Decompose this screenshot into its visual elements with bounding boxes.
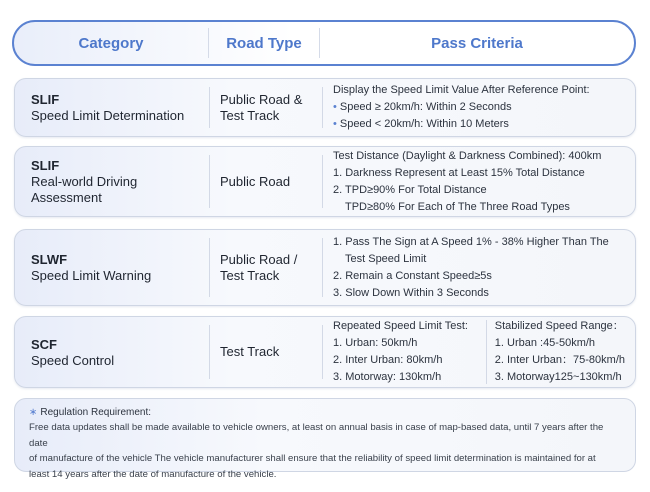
criteria-line: Repeated Speed Limit Test: bbox=[333, 320, 468, 332]
column-divider bbox=[322, 238, 323, 297]
criteria-line: Display the Speed Limit Value After Reference Point: bbox=[333, 84, 590, 96]
bullet-dot-icon: • bbox=[333, 101, 337, 113]
pass-criteria-cell bbox=[333, 147, 625, 216]
road-type-line: Test Track bbox=[220, 344, 280, 359]
bullet-dot-icon: • bbox=[333, 118, 337, 130]
pass-criteria-cell bbox=[333, 79, 625, 136]
pass-criteria-cell bbox=[333, 230, 625, 305]
category-code: SLIF bbox=[31, 158, 60, 173]
criteria-line: Stabilized Speed Range： bbox=[494, 320, 624, 332]
note-line: of manufacture of the vehicle The vehicle manufacturer shall ensure that the reliability of speed limit determination is maintained for at bbox=[29, 453, 596, 464]
category-cell bbox=[31, 230, 201, 305]
criteria-line: 3. Slow Down Within 3 Seconds bbox=[333, 286, 489, 299]
road-type-cell bbox=[220, 79, 320, 136]
criteria-line: Test Distance (Daylight & Darkness Combined): 400km bbox=[333, 149, 602, 162]
criteria-line: 2. Remain a Constant Speed≥5s bbox=[333, 269, 492, 282]
table-row-slwf bbox=[14, 229, 636, 306]
table-row-scf bbox=[14, 316, 636, 388]
category-name: Speed Limit Warning bbox=[31, 268, 152, 283]
criteria-line: 1. Urban :45-50km/h bbox=[494, 337, 596, 349]
criteria-line: 2. Inter Urban: 80km/h bbox=[333, 354, 443, 366]
category-name: Speed Control bbox=[31, 352, 115, 368]
note-line: least 14 years after the date of manufacture of the vehicle. bbox=[29, 468, 277, 480]
road-type-cell bbox=[220, 147, 320, 216]
stabilized-speed-range bbox=[495, 318, 625, 386]
category-code: SCF bbox=[31, 336, 57, 352]
repeated-speed-limit-test bbox=[333, 318, 486, 386]
header-road-type: Road Type bbox=[226, 34, 302, 52]
criteria-line: 2. TPD≥90% For Total Distance bbox=[333, 183, 487, 196]
road-type-line: Public Road / bbox=[220, 251, 298, 267]
column-divider bbox=[322, 87, 323, 128]
road-type-line: Test Track bbox=[220, 267, 280, 283]
criteria-two-column bbox=[333, 318, 625, 386]
regulation-note bbox=[14, 398, 636, 480]
table-row-slif-real-world bbox=[14, 146, 636, 217]
criteria-line: 1. Pass The Sign at A Speed 1% - 38% Higher Than The bbox=[333, 235, 609, 248]
criteria-line: Test Speed Limit bbox=[345, 252, 427, 265]
column-divider bbox=[322, 325, 323, 379]
category-name: Assessment bbox=[31, 190, 102, 205]
asterisk-icon: ∗ bbox=[29, 407, 38, 418]
road-type-line: Public Road & bbox=[220, 91, 303, 107]
road-type-line: Test Track bbox=[220, 107, 280, 123]
column-divider bbox=[322, 155, 323, 208]
note-title: ∗ Regulation Requirement: bbox=[29, 407, 152, 418]
category-cell bbox=[31, 147, 201, 216]
category-code: SLIF bbox=[31, 92, 60, 107]
road-type-line: Public Road bbox=[220, 173, 291, 189]
criteria-line: 1. Darkness Represent at Least 15% Total Distance bbox=[333, 166, 585, 179]
column-divider bbox=[209, 238, 210, 297]
column-divider bbox=[486, 320, 487, 384]
criteria-line: 2. Inter Urban：75-80km/h bbox=[494, 354, 625, 366]
criteria-bullet: • Speed ≥ 20km/h: Within 2 Seconds bbox=[333, 101, 512, 113]
criteria-line: 3. Motorway125~130km/h bbox=[494, 371, 622, 383]
criteria-line: 3. Motorway: 130km/h bbox=[333, 371, 442, 383]
category-cell bbox=[31, 79, 201, 136]
pass-criteria-cell bbox=[333, 317, 625, 387]
column-divider bbox=[209, 87, 210, 128]
table-row-slif-determination bbox=[14, 78, 636, 137]
column-divider bbox=[209, 325, 210, 379]
criteria-line: 1. Urban: 50km/h bbox=[333, 337, 418, 349]
note-line: Free data updates shall be made available to vehicle owners, at least on annual basis in case of map-based data, until 7 years after the date bbox=[29, 422, 604, 449]
criteria-bullet: • Speed < 20km/h: Within 10 Meters bbox=[333, 118, 509, 130]
criteria-line: TPD≥80% For Each of The Three Road Types bbox=[345, 200, 570, 213]
road-type-cell bbox=[220, 317, 320, 387]
header-category: Category bbox=[78, 34, 144, 52]
category-name: Real-world Driving bbox=[31, 174, 138, 189]
column-divider bbox=[209, 155, 210, 208]
category-name: Speed Limit Determination bbox=[31, 108, 185, 123]
table-header bbox=[12, 20, 636, 66]
header-pass-criteria: Pass Criteria bbox=[431, 34, 523, 52]
category-code: SLWF bbox=[31, 252, 68, 267]
category-cell bbox=[31, 317, 201, 387]
road-type-cell bbox=[220, 230, 320, 305]
